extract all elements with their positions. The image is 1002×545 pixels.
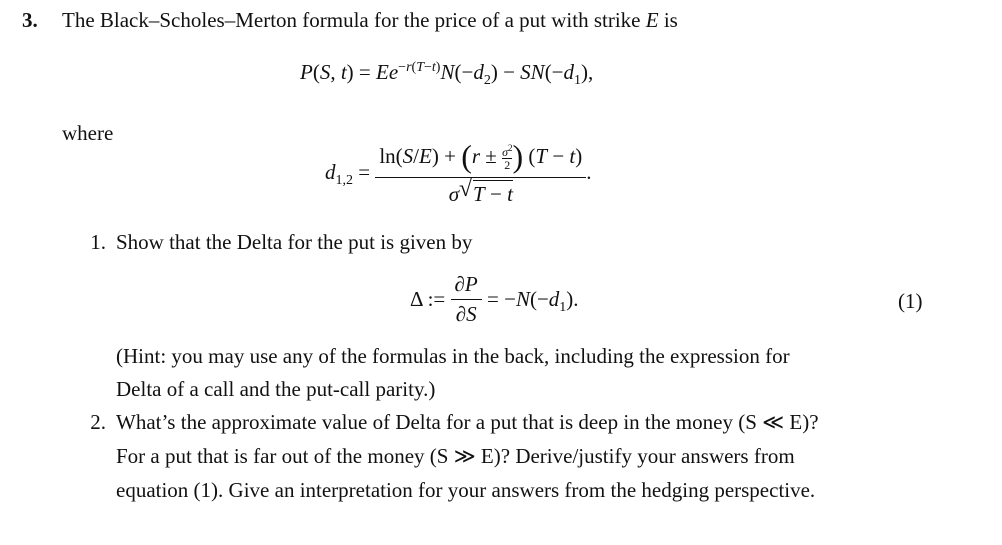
problem-intro — [62, 8, 678, 33]
item-2-label: 2. — [90, 410, 106, 434]
d-fraction: $\ln(S/E) + (r \pm \frac{\sigma^2}{2}$ ) (T − t) σ √ T − t — [375, 138, 586, 207]
put-price-formula: P(S, $t) = Ee^{-r(T-t)}N(-d_2) - SN(-d_1)$, — [300, 60, 594, 89]
d-formula: $d_{1,2}$ = $\ln(S/E) + (r \pm \frac{\sigma^2}{2}$ ) (T − t) σ √ T − t . — [325, 138, 592, 206]
hint-line-1: (Hint: you may use any of the formulas in the back, including the expression for — [116, 344, 790, 368]
problem-number: 3. — [22, 8, 38, 32]
item-2-line-3: equation (1). Give an interpretation for your answers from the hedging perspective. — [116, 478, 816, 502]
problem-intro-text: The Black–Scholes–Merton formula for the price of a put with strike — [62, 8, 646, 32]
equation-number: (1) — [898, 289, 923, 313]
delta-equation: Δ := $\frac{\partial P}{\partial S}$ = $-N(-d_1)$. — [410, 272, 579, 326]
hint-line-2: Delta of a call and the put-call parity.) — [116, 377, 436, 401]
where-label: where — [62, 121, 114, 145]
item-1-text: Show that the Delta for the put is given by — [116, 230, 473, 254]
item-2-line-1: What’s the approximate value of Delta for a put that is deep in the money (S ≪ E)? — [116, 410, 819, 434]
strike-variable: E — [645, 8, 659, 32]
problem-intro-end: is — [658, 8, 678, 32]
item-2-line-2: For a put that is far out of the money (S ≫ E)? Derive/justify your answers from — [116, 444, 795, 468]
item-1-label: 1. — [90, 230, 106, 254]
